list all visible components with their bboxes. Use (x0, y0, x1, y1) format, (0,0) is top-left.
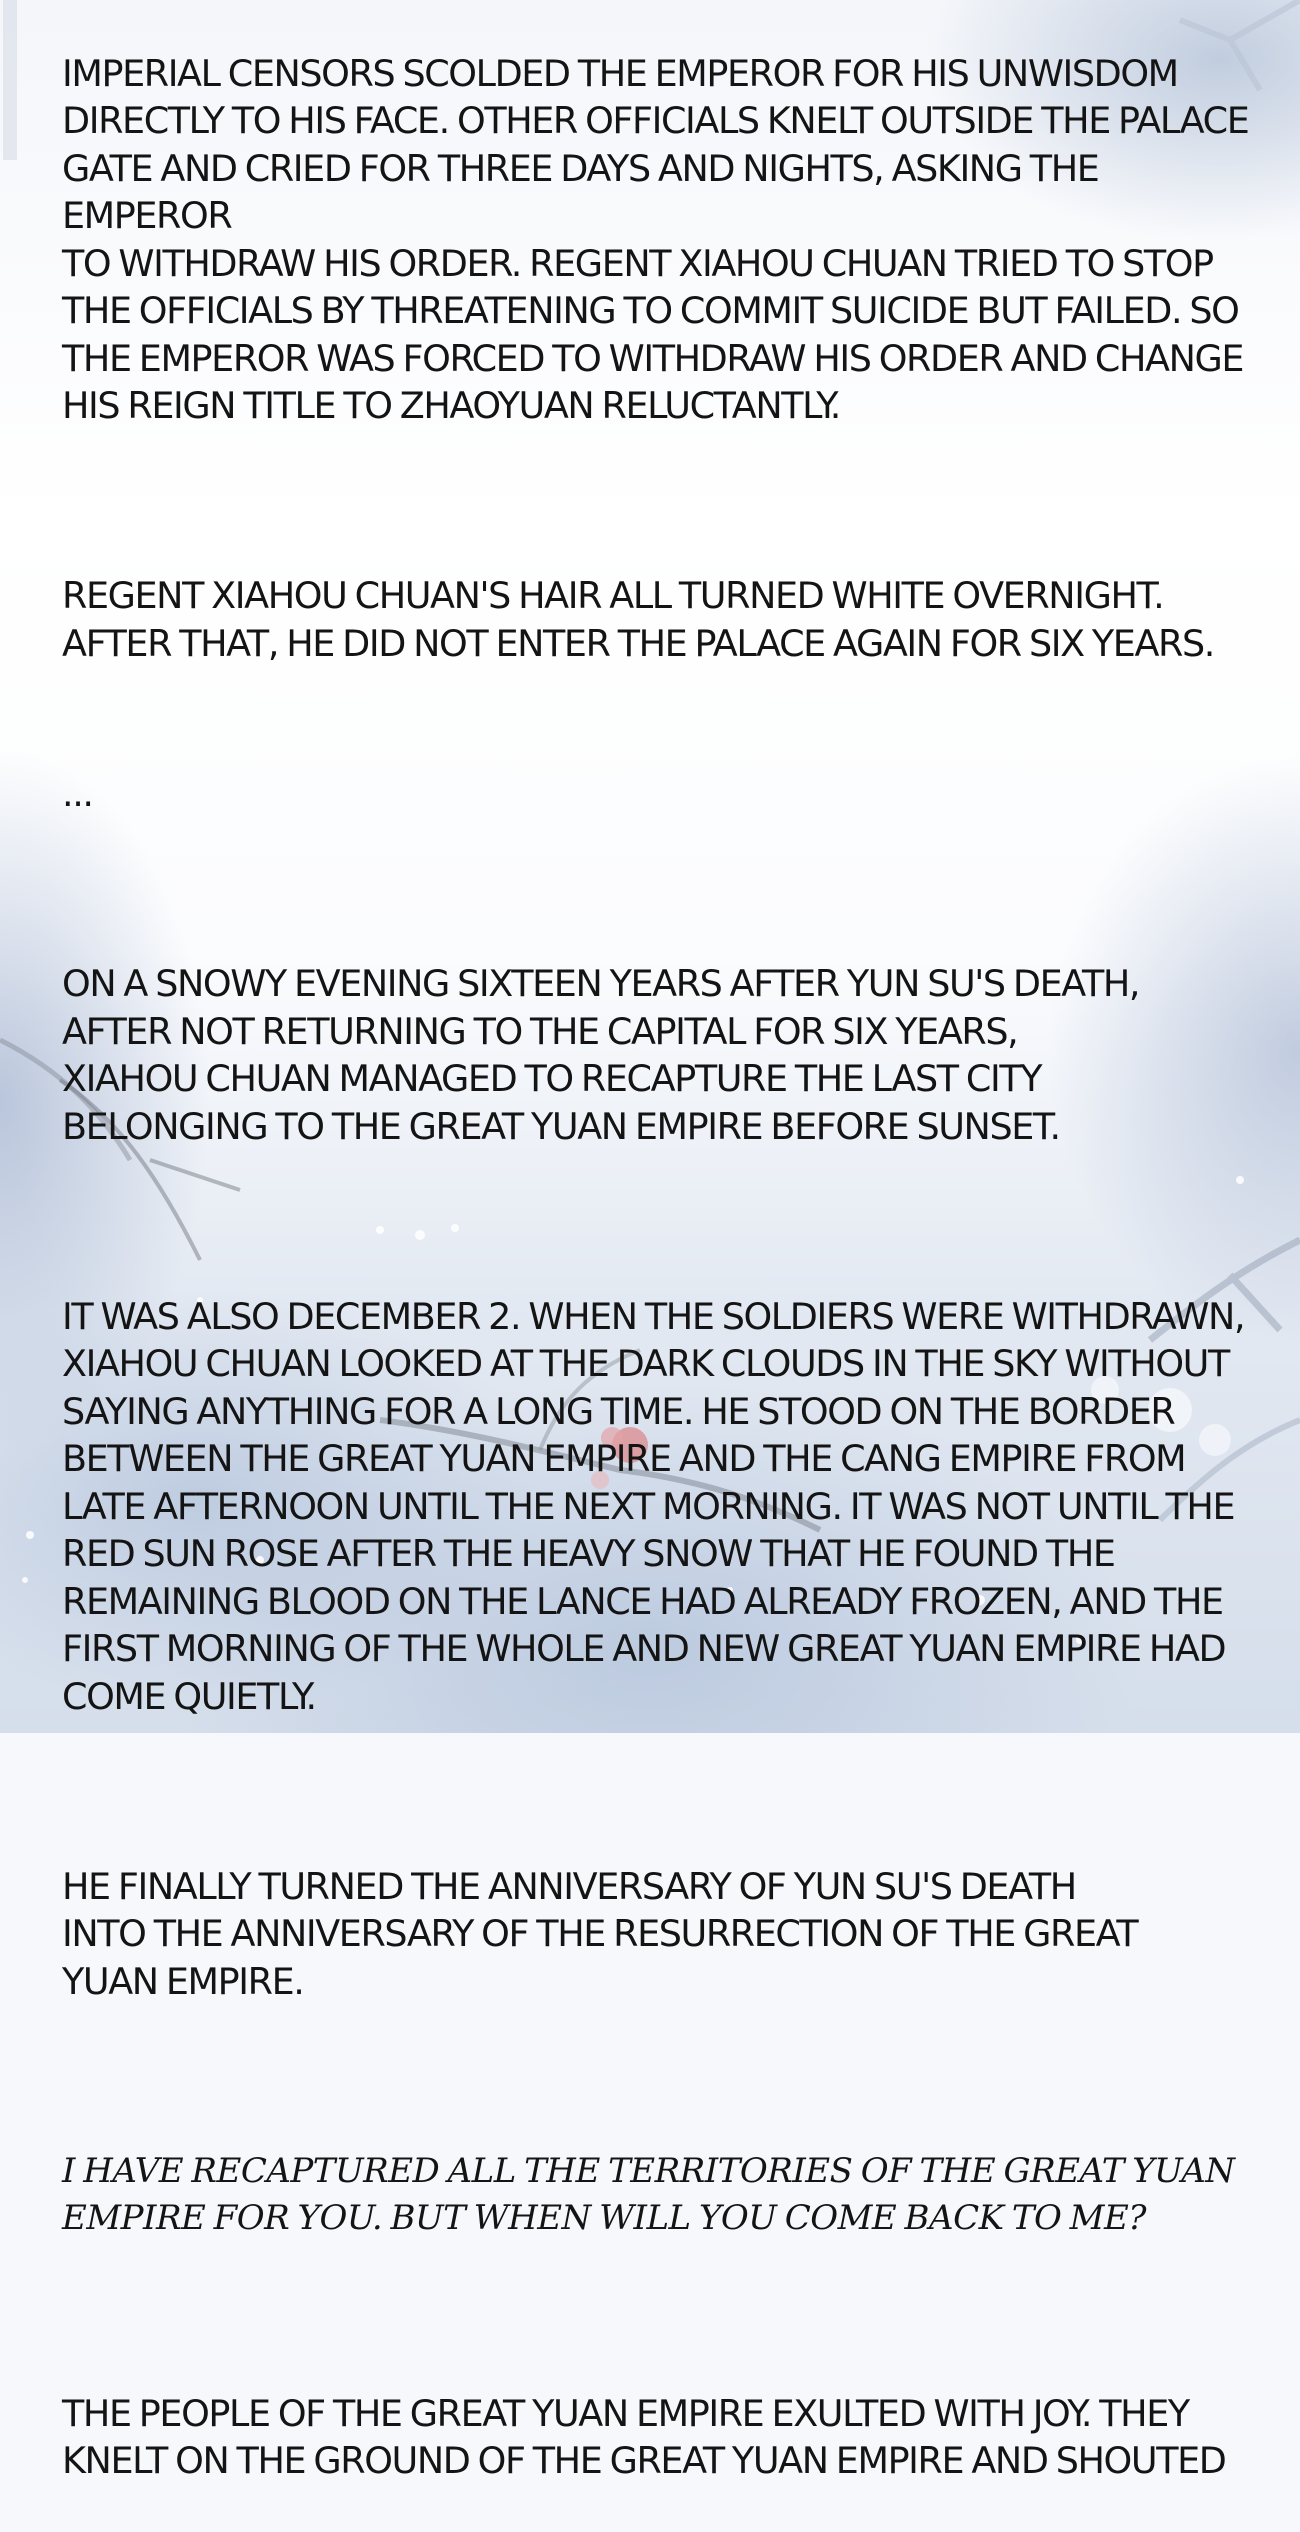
story-text (62, 2, 1272, 2532)
paragraph-people-exulted: THE PEOPLE OF THE GREAT YUAN EMPIRE EXULTED WITH JOY. THEY KNELT ON THE GROUND OF THE GREAT YUAN EMPIRE AND SHOUTED (62, 2391, 1226, 2482)
paragraph-ellipsis: ... (62, 772, 93, 815)
paragraph-censors: IMPERIAL CENSORS SCOLDED THE EMPEROR FOR HIS UNWISDOM DIRECTLY TO HIS FACE. OTHER OFFICIALS KNELT OUTSIDE THE PALACE GATE AND CRIED FOR THREE DAYS AND NIGHTS, ASKING THE EMPEROR TO WITHDRAW HIS ORDER. REGENT XIAHOU CHUAN TRIED TO STOP THE OFFICIALS BY THREATENING TO COMMIT SUICIDE BUT FAILED. SO THE EMPEROR WAS FORCED TO WITHDRAW HIS ORDER AND CHANGE HIS REIGN TITLE TO ZHAOYUAN RELUCTANTLY. (62, 51, 1249, 427)
paragraph-inner-thought: I HAVE RECAPTURED ALL THE TERRITORIES OF THE GREAT YUAN EMPIRE FOR YOU. BUT WHEN WILL YOU COME BACK TO ME? (62, 2150, 1235, 2238)
paragraph-hair-white: REGENT XIAHOU CHUAN'S HAIR ALL TURNED WHITE OVERNIGHT. AFTER THAT, HE DID NOT ENTER THE PALACE AGAIN FOR SIX YEARS. (62, 574, 1214, 665)
paragraph-snowy-evening: ON A SNOWY EVENING SIXTEEN YEARS AFTER YUN SU'S DEATH, AFTER NOT RETURNING TO THE CAPITAL FOR SIX YEARS, XIAHOU CHUAN MANAGED TO RECAPTURE THE LAST CITY BELONGING TO THE GREAT YUAN EMPIRE BEFORE SUNSET. (62, 962, 1140, 1148)
paragraph-anniversary: HE FINALLY TURNED THE ANNIVERSARY OF YUN SU'S DEATH INTO THE ANNIVERSARY OF THE RESURRECTION OF THE GREAT YUAN EMPIRE. (62, 1864, 1138, 2003)
paragraph-december: IT WAS ALSO DECEMBER 2. WHEN THE SOLDIERS WERE WITHDRAWN, XIAHOU CHUAN LOOKED AT THE DARK CLOUDS IN THE SKY WITHOUT SAYING ANYTHING FOR A LONG TIME. HE STOOD ON THE BORDER BETWEEN THE GREAT YUAN EMPIRE AND THE CANG EMPIRE FROM LATE AFTERNOON UNTIL THE NEXT MORNING. IT WAS NOT UNTIL THE RED SUN ROSE AFTER THE HEAVY SNOW THAT HE FOUND THE REMAINING BLOOD ON THE LANCE HAD ALREADY FROZEN, AND THE FIRST MORNING OF THE WHOLE AND NEW GREAT YUAN EMPIRE HAD COME QUIETLY. (62, 1294, 1245, 1718)
